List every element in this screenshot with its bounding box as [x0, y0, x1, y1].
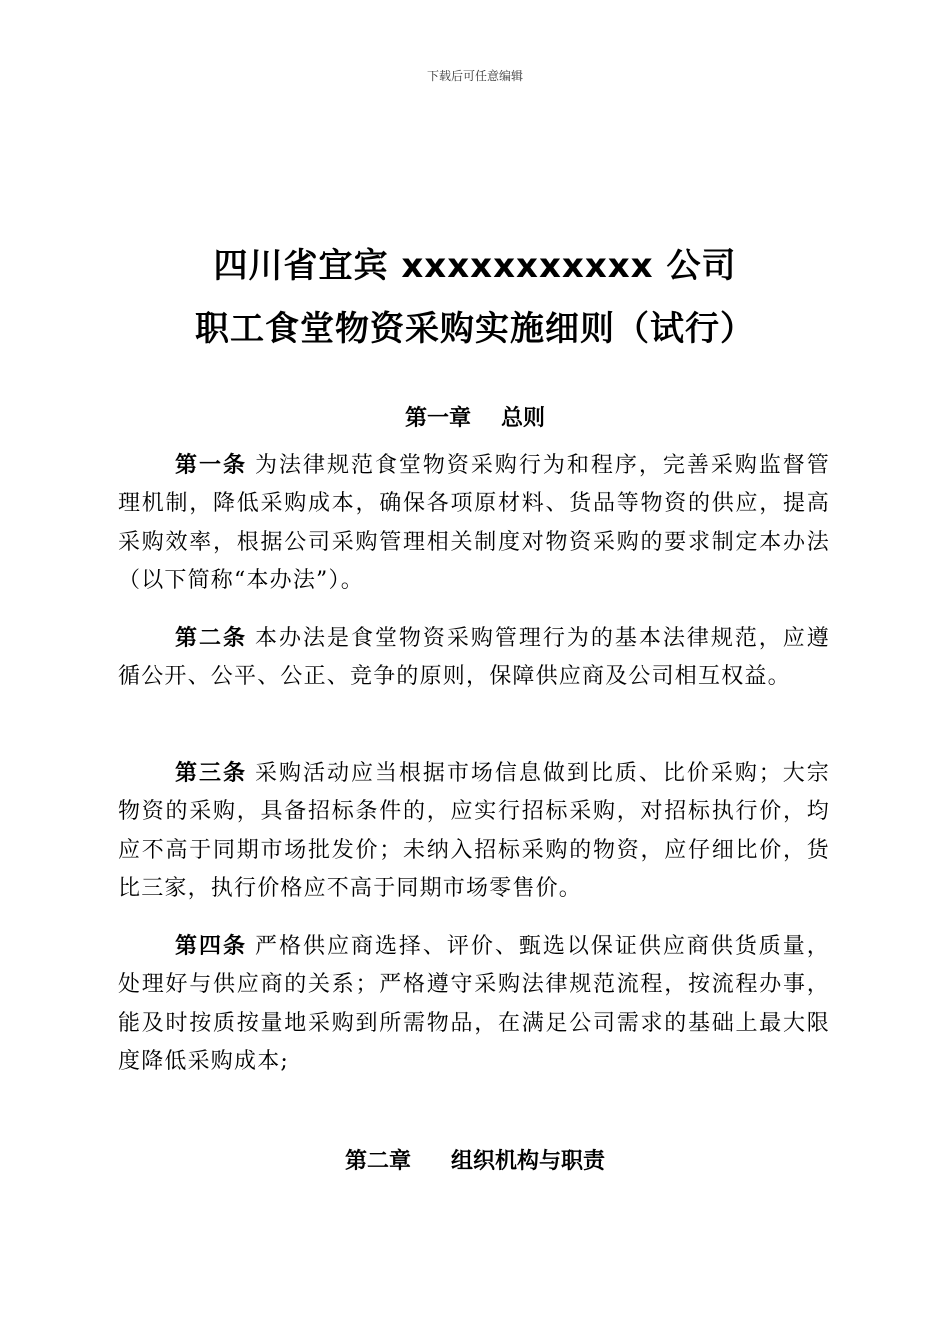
chapter-heading-1 — [0, 404, 950, 434]
header-note: 下载后可任意编辑 — [426, 69, 523, 83]
chapter-name: 组织机构与职责 — [451, 1149, 606, 1174]
article-text: 严格供应商选择、评价、甄选以保证供应商供货质量，处理好与供应商的关系；严格遵守采购法律规范流程，按流程办事，能及时按质按量地采购到所需物品，在满足公司需求的基础上最大限度降低采购成本; — [118, 934, 830, 1074]
article-label: 第四条 — [175, 934, 247, 959]
chapter-number: 第一章 — [404, 406, 471, 431]
article-3 — [118, 755, 830, 908]
chapter-heading-2 — [0, 1147, 950, 1177]
article-label: 第三条 — [175, 761, 247, 786]
article-label: 第二条 — [175, 626, 247, 651]
chapter-number: 第二章 — [344, 1149, 411, 1174]
article-4 — [118, 928, 830, 1081]
article-label: 第一条 — [175, 453, 247, 478]
document-title-line-1: 四川省宜宾 xxxxxxxxxxx 公司 — [213, 246, 737, 286]
chapter-name: 总则 — [501, 406, 546, 431]
article-text: 为法律规范食堂物资采购行为和程序，完善采购监督管理机制，降低采购成本，确保各项原材料、货品等物资的供应，提高采购效率，根据公司采购管理相关制度对物资采购的要求制定本办法（以下简称“本办法”）。 — [118, 453, 830, 593]
article-1 — [118, 447, 830, 600]
document-title-line-2: 职工食堂物资采购实施细则（试行） — [195, 309, 755, 349]
article-2 — [118, 620, 830, 697]
article-text: 采购活动应当根据市场信息做到比质、比价采购；大宗物资的采购，具备招标条件的，应实行招标采购，对招标执行价，均应不高于同期市场批发价；未纳入招标采购的物资，应仔细比价，货比三家，执行价格应不高于同期市场零售价。 — [118, 761, 830, 901]
article-text: 本办法是食堂物资采购管理行为的基本法律规范，应遵循公开、公平、公正、竞争的原则，保障供应商及公司相互权益。 — [118, 626, 830, 690]
